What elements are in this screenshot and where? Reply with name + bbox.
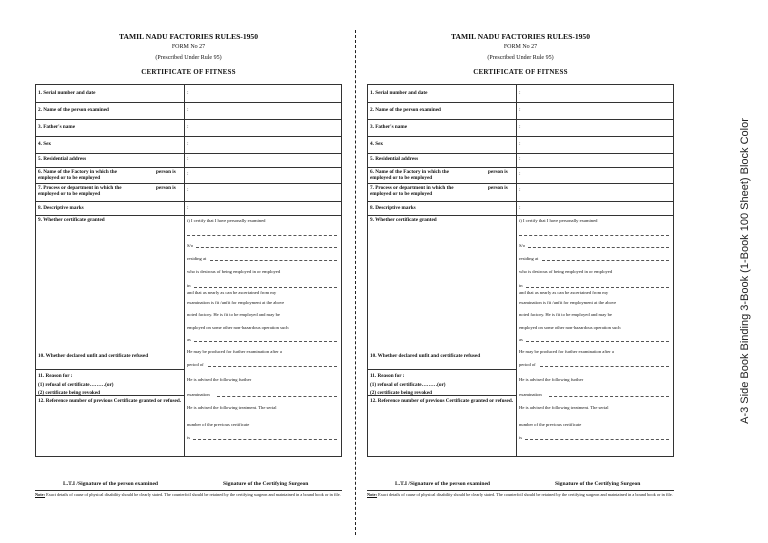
fill-line <box>519 235 669 236</box>
colon: : <box>187 171 189 177</box>
colon: : <box>519 156 521 162</box>
colon: : <box>519 107 521 113</box>
son-of-text: S/o <box>187 243 194 248</box>
surgeon-signature-label: Signature of the Certifying Surgeon <box>555 481 641 487</box>
certificate-granted-label: 9. Whether certificate granted <box>370 217 437 223</box>
row-divider <box>36 119 341 120</box>
person-signature-label: L.T.I /Signature of the person examined <box>395 481 491 487</box>
father-name-label: 3. Father's name <box>370 124 408 130</box>
noted-factory-text: noted factory. He is fit to be employed and may be <box>187 312 280 317</box>
noted-factory-text: noted factory. He is fit to be employed and may be <box>519 312 612 317</box>
side-binding-label: A-3 Side Book Binding 3-Book (1-Book 100 Sheet) Block Color <box>739 118 751 424</box>
form-number: FORM No 27 <box>171 44 206 50</box>
fill-line <box>187 235 337 236</box>
prescribed-rule: (Prescribed Under Rule 95) <box>155 55 222 61</box>
form-title: TAMIL NADU FACTORIES RULES-1950 <box>118 32 259 41</box>
in-text: in <box>519 283 523 288</box>
father-name-label: 3. Father's name <box>38 124 76 130</box>
form-table <box>367 84 674 457</box>
colon: : <box>187 141 189 147</box>
such-as-text: as <box>187 337 191 342</box>
row-divider <box>368 369 516 370</box>
row-divider <box>368 153 673 154</box>
colon: : <box>519 187 521 193</box>
period-of-text: period of <box>519 362 536 367</box>
colon: : <box>519 205 521 211</box>
person-signature-label: L.T.I /Signature of the person examined <box>63 481 159 487</box>
advised-treatment-text: He is advised the following treatment. The serial <box>519 405 609 410</box>
certificate-form-left <box>35 0 342 543</box>
period-of-text: period of <box>187 362 204 367</box>
form-title: TAMIL NADU FACTORIES RULES-1950 <box>450 32 591 41</box>
in-text: in <box>187 283 191 288</box>
certify-text: i) I certify that I have personally examined <box>519 218 598 223</box>
examination-text: examination <box>187 392 210 397</box>
row-divider <box>368 102 673 103</box>
colon: : <box>519 141 521 147</box>
prescribed-rule: (Prescribed Under Rule 95) <box>487 55 554 61</box>
person-name-label: 2. Name of the person examined <box>370 107 441 113</box>
note-label: Note: <box>367 492 378 497</box>
colon: : <box>519 171 521 177</box>
is-text: is <box>187 435 191 440</box>
fill-line <box>525 439 669 440</box>
factory-name-label: 6. Name of the Factory in which the person is employed or to be employed <box>38 169 176 182</box>
footer-note <box>367 490 674 497</box>
colon: : <box>187 90 189 96</box>
fill-line <box>526 287 669 288</box>
row-divider <box>368 167 673 168</box>
certificate-form-right <box>367 0 674 543</box>
fill-line <box>542 260 669 261</box>
sex-label: 4. Sex <box>38 141 51 147</box>
sex-label: 4. Sex <box>370 141 383 147</box>
row-divider <box>368 201 673 202</box>
fill-line <box>540 366 669 367</box>
form-number: FORM No 27 <box>503 44 538 50</box>
advised-examination-text: He is advised the following further <box>519 377 584 382</box>
certify-text: i) I certify that I have personally examined <box>187 218 266 223</box>
descriptive-marks-label: 8. Descriptive marks <box>38 205 84 211</box>
certificate-heading: CERTIFICATE OF FITNESS <box>473 68 568 76</box>
row-divider <box>36 153 341 154</box>
certificate-heading: CERTIFICATE OF FITNESS <box>141 68 236 76</box>
column-divider <box>184 85 185 456</box>
fill-line <box>196 247 337 248</box>
note-text: Exact details of cause of physical disability should be clearly stated. The counterfoil should be retained by the certifying surgeon and maintained in a bound book or in file. <box>46 492 341 497</box>
colon: : <box>187 205 189 211</box>
descriptive-marks-label: 8. Descriptive marks <box>370 205 416 211</box>
fill-line <box>208 366 337 367</box>
colon: : <box>519 124 521 130</box>
reference-number-label: 12. Reference number of previous Certificate granted or refused. <box>38 398 182 404</box>
note-text: Exact details of cause of physical disability should be clearly stated. The counterfoil should be retained by the certifying surgeon and maintained in a bound book or in file. <box>378 492 673 497</box>
desirous-text: who is desirous of being employed in or employed <box>519 269 613 274</box>
column-divider <box>516 85 517 456</box>
fill-line <box>193 439 337 440</box>
advised-treatment-text: He is advised the following treatment. The serial <box>187 405 277 410</box>
fit-unfit-text: examination is fit /unfit for employment at the above <box>519 300 617 305</box>
fill-line <box>194 287 337 288</box>
note-label: Note: <box>35 492 46 497</box>
fill-line <box>217 396 337 397</box>
residential-address-label: 5. Residential address <box>370 156 419 162</box>
previous-certificate-text: number of the previous certificate <box>519 422 582 427</box>
person-name-label: 2. Name of the person examined <box>38 107 109 113</box>
row-divider <box>36 201 341 202</box>
residential-address-label: 5. Residential address <box>38 156 87 162</box>
reference-number-label: 12. Reference number of previous Certificate granted or refused. <box>370 398 514 404</box>
further-examination-text: He may be produced for further examination after a <box>187 349 282 354</box>
such-as-text: as <box>519 337 523 342</box>
serial-number-label: 1. Serial number and date <box>370 90 428 96</box>
revoked-label: (2) certificate being revoked <box>370 390 432 396</box>
residing-at-text: residing at <box>187 256 207 261</box>
certificate-granted-label: 9. Whether certificate granted <box>38 217 105 223</box>
colon: : <box>187 156 189 162</box>
reason-label: 11. Reason for : <box>370 373 405 379</box>
fit-unfit-text: examination is fit /unfit for employment at the above <box>187 300 285 305</box>
process-department-label: 7. Process or department in which the person is employed or to be employed <box>370 185 508 198</box>
form-table <box>35 84 342 457</box>
row-divider <box>36 102 341 103</box>
row-divider <box>368 215 673 216</box>
examination-text: examination <box>519 392 542 397</box>
desirous-text: who is desirous of being employed in or employed <box>187 269 281 274</box>
revoked-label: (2) certificate being revoked <box>38 390 100 396</box>
non-hazardous-text: employed on some other non-hazardous operation such <box>519 325 621 330</box>
fill-line <box>210 260 337 261</box>
advised-examination-text: He is advised the following further <box>187 377 252 382</box>
process-department-label: 7. Process or department in which the person is employed or to be employed <box>38 185 176 198</box>
footer-note <box>35 490 342 497</box>
row-divider <box>36 369 184 370</box>
cut-line <box>355 30 356 535</box>
colon: : <box>187 187 189 193</box>
refusal-label: (1) refusal of certificate………(or) <box>370 382 446 388</box>
fill-line <box>528 247 669 248</box>
surgeon-signature-label: Signature of the Certifying Surgeon <box>223 481 309 487</box>
colon: : <box>187 124 189 130</box>
residing-at-text: residing at <box>519 256 539 261</box>
son-of-text: S/o <box>519 243 526 248</box>
refusal-label: (1) refusal of certificate………(or) <box>38 382 114 388</box>
colon: : <box>519 90 521 96</box>
non-hazardous-text: employed on some other non-hazardous operation such <box>187 325 289 330</box>
declared-unfit-label: 10. Whether declared unfit and certificate refused <box>38 353 149 359</box>
fill-line <box>194 341 337 342</box>
serial-number-label: 1. Serial number and date <box>38 90 96 96</box>
further-examination-text: He may be produced for further examination after a <box>519 349 614 354</box>
fill-line <box>526 341 669 342</box>
row-divider <box>36 136 341 137</box>
reason-label: 11. Reason for : <box>38 373 73 379</box>
ascertained-text: and that as nearly as can be ascertained from my <box>519 290 609 295</box>
previous-certificate-text: number of the previous certificate <box>187 422 250 427</box>
row-divider <box>36 167 341 168</box>
row-divider <box>368 136 673 137</box>
fill-line <box>549 396 669 397</box>
ascertained-text: and that as nearly as can be ascertained from my <box>187 290 277 295</box>
is-text: is <box>519 435 523 440</box>
row-divider <box>368 119 673 120</box>
row-divider <box>36 215 341 216</box>
row-divider <box>368 183 673 184</box>
declared-unfit-label: 10. Whether declared unfit and certificate refused <box>370 353 481 359</box>
colon: : <box>187 107 189 113</box>
row-divider <box>36 183 341 184</box>
factory-name-label: 6. Name of the Factory in which the person is employed or to be employed <box>370 169 508 182</box>
